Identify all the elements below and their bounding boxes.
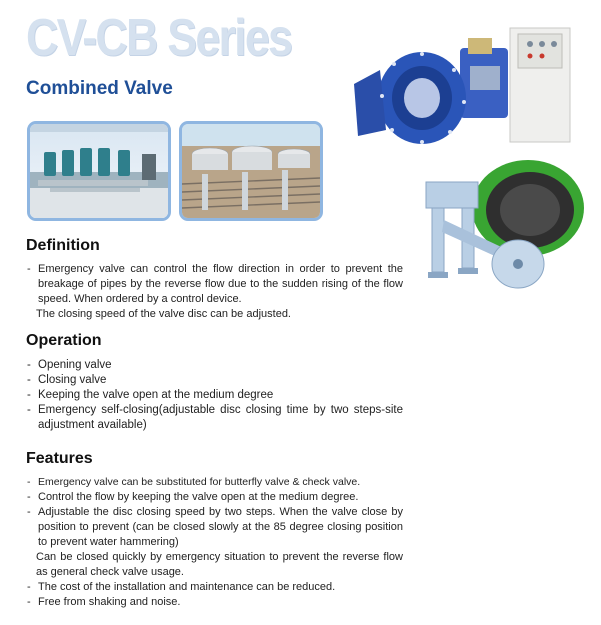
list-item: - Adjustable the disc closing speed by two steps. When the valve close by position to prevent (can be closed slowly at the 85 degree closing position to prevent water hammering): [27, 505, 403, 550]
series-title: CV-CB Series: [26, 9, 292, 67]
list-item: - Keeping the valve open at the medium degree: [27, 388, 403, 403]
definition-list: [27, 262, 403, 322]
list-item: - Opening valve: [27, 358, 403, 373]
list-item: - Free from shaking and noise.: [27, 595, 403, 610]
operation-body: [27, 358, 403, 433]
list-item: Can be closed quickly by emergency situation to prevent the reverse flow as general check valve usage.: [36, 551, 403, 578]
blue-valve-photo: [350, 26, 585, 154]
industrial-plant-photo: [179, 121, 323, 221]
list-item: The closing speed of the valve disc can be adjusted.: [36, 308, 291, 320]
list-item: - Emergency valve can control the flow direction in order to prevent the breakage of pipes by the reverse flow due to the sudden rising of the flow speed. When ordered by a control device.: [27, 262, 403, 307]
pump-station-photo: [27, 121, 171, 221]
features-list: [27, 475, 403, 610]
list-item: - Emergency self-closing(adjustable disc closing time by two steps-site adjustment available): [27, 403, 403, 433]
features-body: [27, 475, 403, 610]
list-item: - Closing valve: [27, 373, 403, 388]
green-valve-photo: [418, 160, 590, 292]
operation-heading: Operation: [26, 332, 102, 349]
definition-body: [27, 262, 403, 322]
operation-list: [27, 358, 403, 433]
features-heading: Features: [26, 450, 93, 467]
list-item: - Emergency valve can be substituted for butterfly valve & check valve.: [27, 475, 403, 490]
product-subtitle: Combined Valve: [26, 78, 173, 99]
list-item: - The cost of the installation and maintenance can be reduced.: [27, 580, 403, 595]
definition-heading: Definition: [26, 237, 100, 254]
list-item: - Control the flow by keeping the valve open at the medium degree.: [27, 490, 403, 505]
